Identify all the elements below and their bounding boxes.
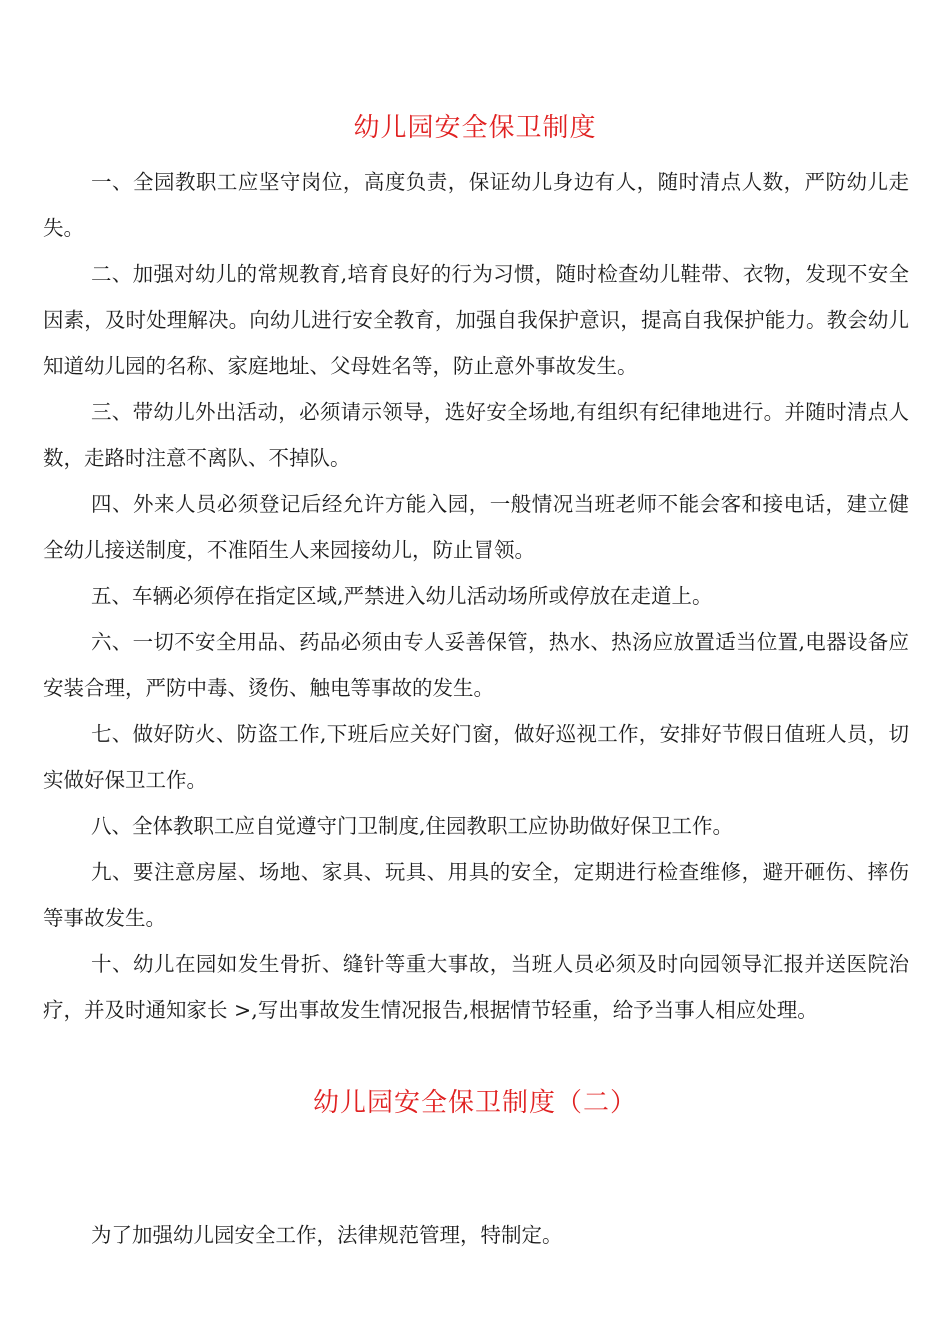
rule-paragraph-2: 二、加强对幼儿的常规教育,培育良好的行为习惯，随时检查幼儿鞋带、衣物，发现不安全因素，及时处理解决。向幼儿进行安全教育，加强自我保护意识，提高自我保护能力。教会幼儿知道幼儿园的名称、家庭地址、父母姓名等，防止意外事故发生。 xyxy=(43,262,909,378)
rule-paragraph-10: 十、幼儿在园如发生骨折、缝针等重大事故，当班人员必须及时向园领导汇报并送医院治疗，并及时通知家长 >,写出事故发生情况报告,根据情节轻重，给予当事人相应处理。 xyxy=(43,952,909,1022)
rule-paragraph-8: 八、全体教职工应自觉遵守门卫制度,住园教职工应协助做好保卫工作。 xyxy=(91,814,734,838)
rule-paragraph-3: 三、带幼儿外出活动，必须请示领导，选好安全场地,有组织有纪律地进行。并随时清点人数，走路时注意不离队、不掉队。 xyxy=(43,400,909,470)
document-title: 幼儿园安全保卫制度 xyxy=(353,113,597,143)
rule-paragraph-4: 四、外来人员必须登记后经允许方能入园，一般情况当班老师不能会客和接电话，建立健全幼儿接送制度，不准陌生人来园接幼儿，防止冒领。 xyxy=(43,492,909,562)
intro-paragraph: 为了加强幼儿园安全工作，法律规范管理，特制定。 xyxy=(91,1223,563,1247)
rule-paragraph-9: 九、要注意房屋、场地、家具、玩具、用具的安全，定期进行检查维修，避开砸伤、摔伤等事故发生。 xyxy=(43,860,909,930)
rule-paragraph-1: 一、全园教职工应坚守岗位，高度负责，保证幼儿身边有人，随时清点人数，严防幼儿走失。 xyxy=(43,170,909,240)
document-subtitle: 幼儿园安全保卫制度（二） xyxy=(312,1088,637,1118)
rule-paragraph-7: 七、做好防火、防盗工作,下班后应关好门窗，做好巡视工作，安排好节假日值班人员，切实做好保卫工作。 xyxy=(43,722,909,792)
rule-paragraph-6: 六、一切不安全用品、药品必须由专人妥善保管，热水、热汤应放置适当位置,电器设备应安装合理，严防中毒、烫伤、触电等事故的发生。 xyxy=(43,630,909,700)
rule-paragraph-5: 五、车辆必须停在指定区域,严禁进入幼儿活动场所或停放在走道上。 xyxy=(91,584,713,608)
